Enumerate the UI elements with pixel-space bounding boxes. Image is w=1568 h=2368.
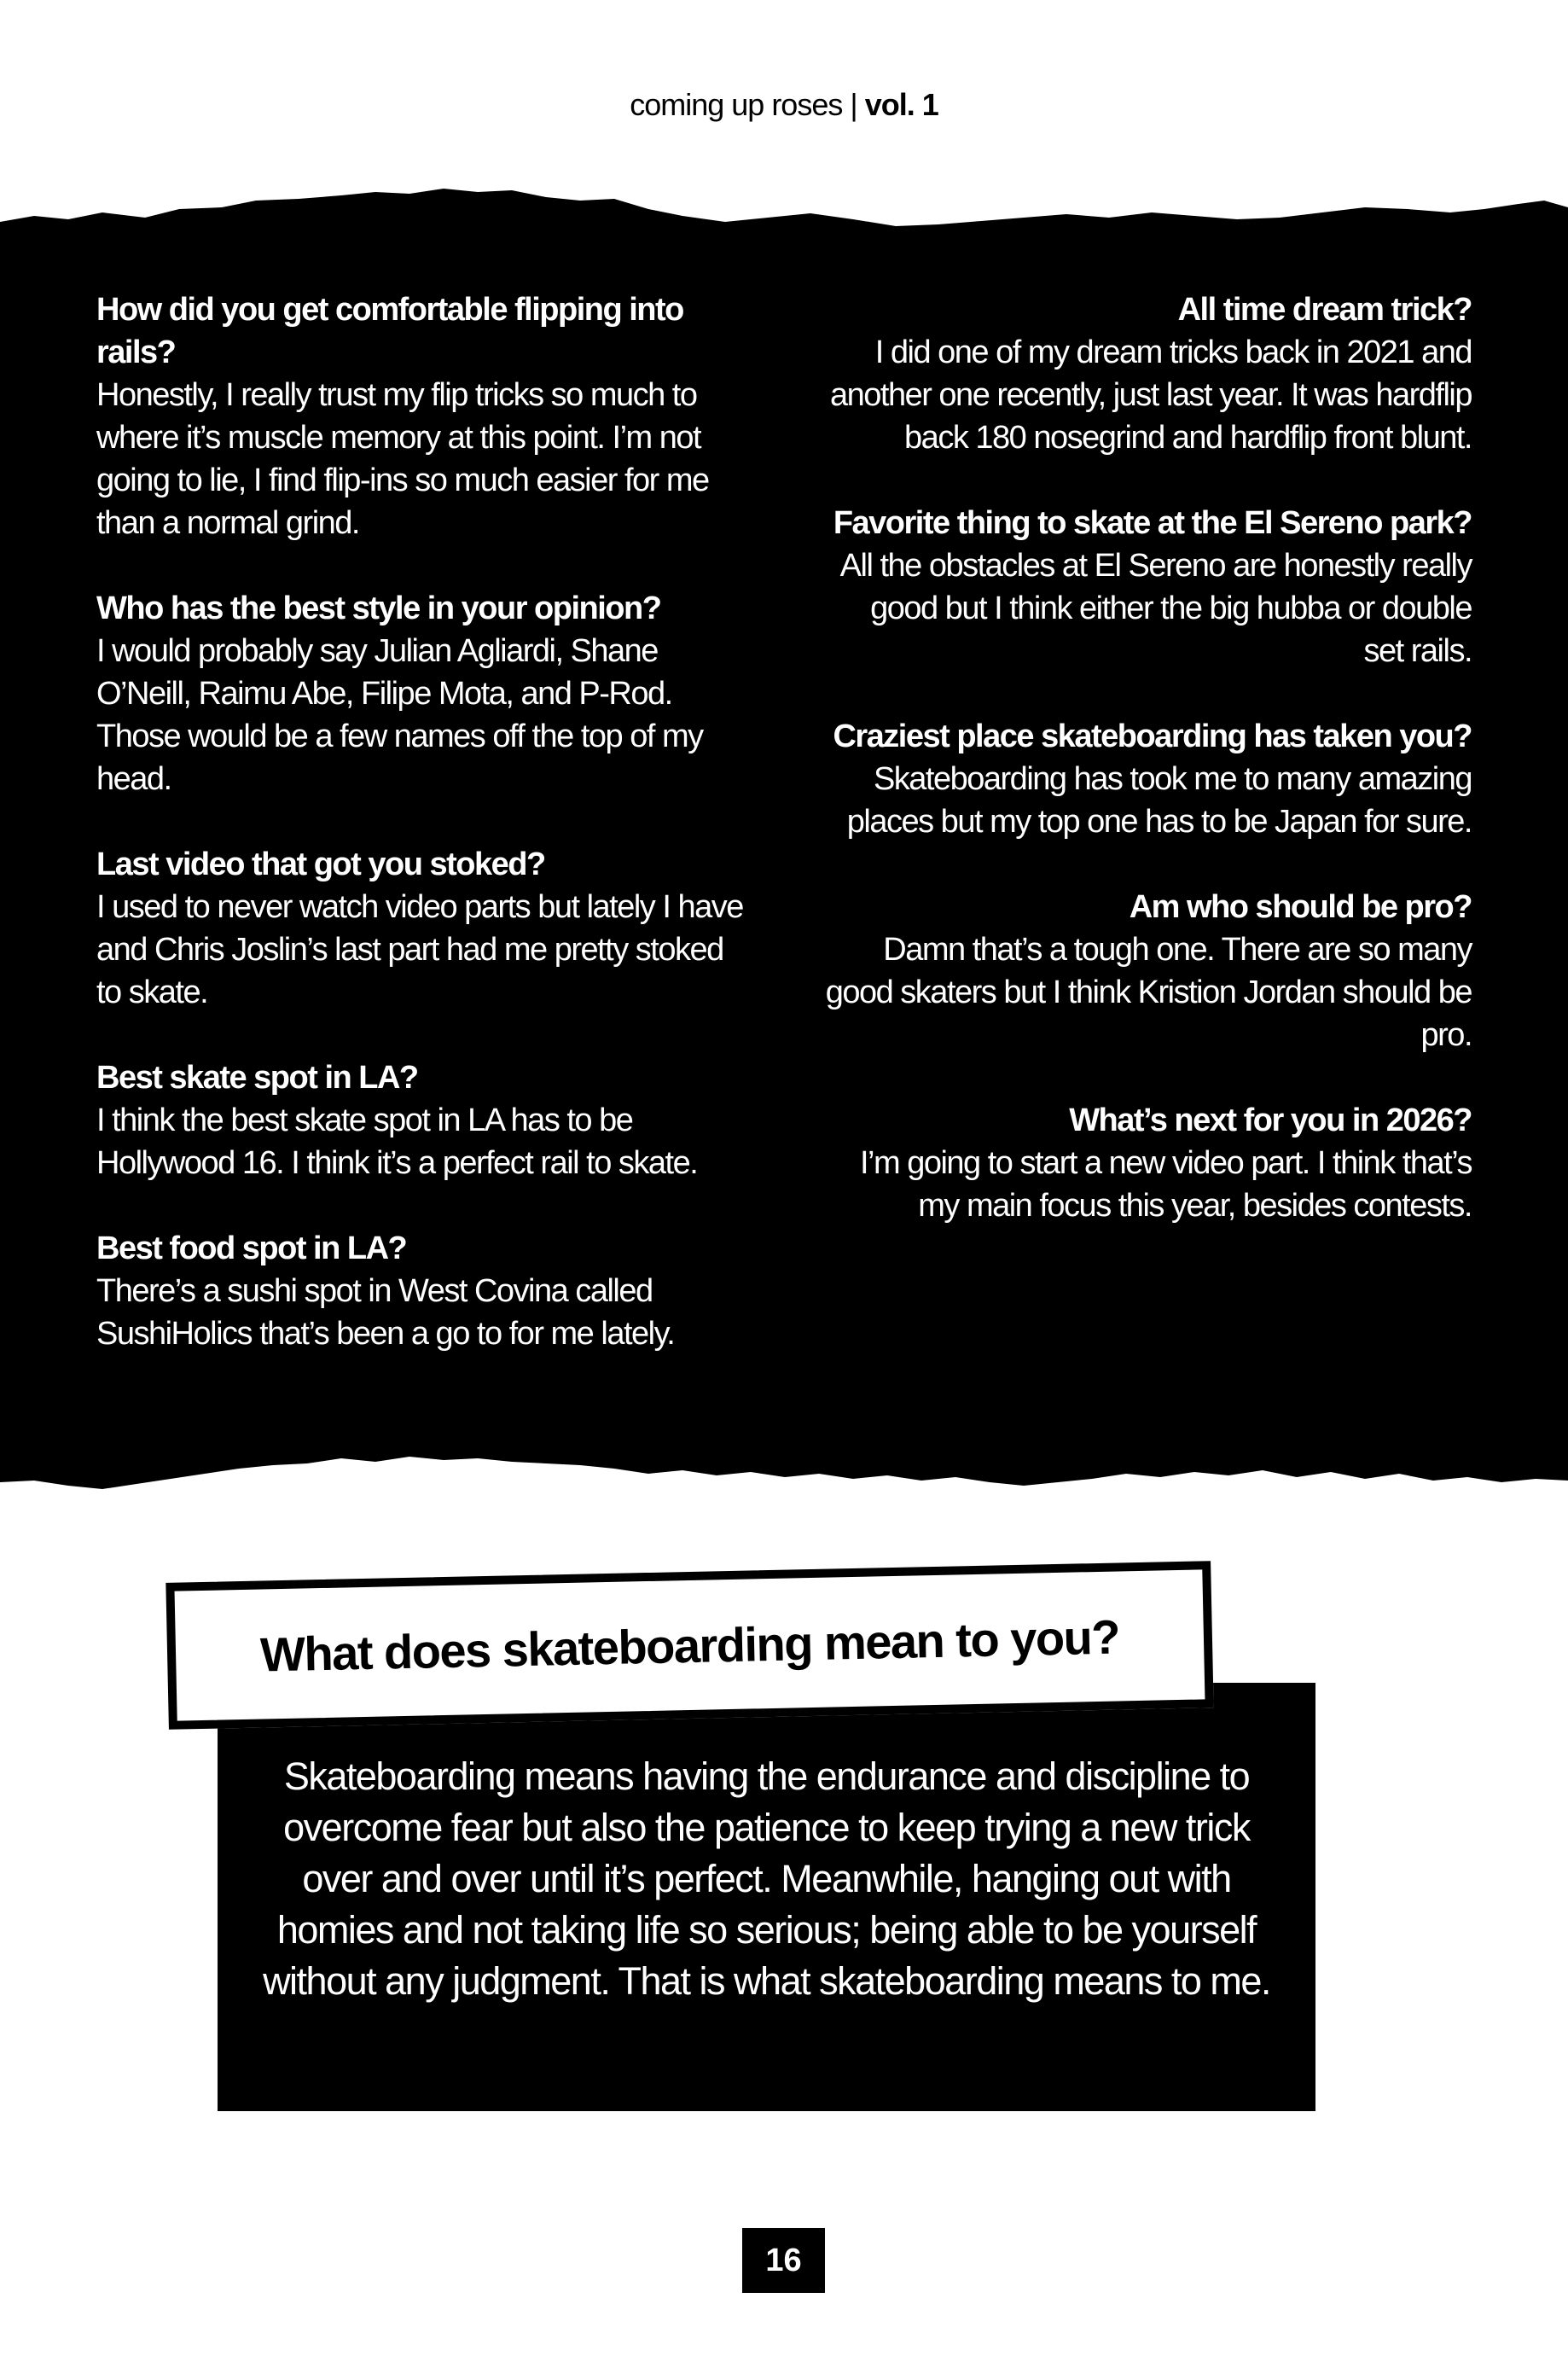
answer: Honestly, I really trust my flip tricks so much to where it’s muscle memory at this point. I’m not going to lie, I find flip-ins so much easier for me than a normal grind. bbox=[96, 377, 709, 541]
qa-item bbox=[96, 1056, 745, 1184]
answer: All the obstacles at El Sereno are honestly really good but I think either the big hubba or double set rails. bbox=[839, 548, 1472, 669]
volume-label: vol. 1 bbox=[864, 87, 938, 122]
feature-answer: Skateboarding means having the endurance and discipline to overcome fear but also the patience to keep trying a new trick over and over until it’s perfect. Meanwhile, hanging out with homies and not taking life so serious; being able to be yourself without any judgment. That is what skateboarding means to me. bbox=[263, 1754, 1270, 2003]
question: Favorite thing to skate at the El Sereno park? bbox=[833, 505, 1472, 541]
feature-title-box bbox=[166, 1561, 1213, 1730]
magazine-title: coming up roses | bbox=[630, 87, 857, 122]
question: Who has the best style in your opinion? bbox=[96, 591, 661, 626]
question: How did you get comfortable flipping into rails? bbox=[96, 292, 683, 370]
answer: Damn that’s a tough one. There are so many good skaters but I think Kristion Jordan should be pro. bbox=[825, 932, 1472, 1053]
qa-item bbox=[96, 587, 745, 800]
qa-item bbox=[96, 1227, 745, 1355]
page-header bbox=[0, 87, 1568, 123]
question: Last video that got you stoked? bbox=[96, 847, 545, 882]
qa-item bbox=[823, 886, 1472, 1056]
qa-item bbox=[823, 502, 1472, 672]
question: Craziest place skateboarding has taken you? bbox=[833, 719, 1472, 754]
answer: I’m going to start a new video part. I think that’s my main focus this year, besides contests. bbox=[860, 1145, 1472, 1224]
qa-item bbox=[823, 715, 1472, 843]
question: Best skate spot in LA? bbox=[96, 1060, 418, 1096]
feature-title: What does skateboarding mean to you? bbox=[259, 1609, 1120, 1682]
question: Am who should be pro? bbox=[1129, 889, 1472, 925]
feature-answer-box bbox=[218, 1683, 1315, 2111]
question: What’s next for you in 2026? bbox=[1069, 1103, 1472, 1138]
answer: I did one of my dream tricks back in 2021 and another one recently, just last year. It was hardflip back 180 nosegrind and hardflip front blunt. bbox=[829, 335, 1472, 456]
answer: I used to never watch video parts but lately I have and Chris Joslin’s last part had me pretty stoked to skate. bbox=[96, 889, 743, 1010]
qa-item bbox=[96, 288, 745, 544]
question: Best food spot in LA? bbox=[96, 1231, 407, 1266]
answer: I would probably say Julian Agliardi, Shane O’Neill, Raimu Abe, Filipe Mota, and P-Rod. Those would be a few names off the top of my head. bbox=[96, 633, 703, 797]
qa-item bbox=[96, 843, 745, 1014]
question: All time dream trick? bbox=[1177, 292, 1472, 328]
answer: There’s a sushi spot in West Covina called SushiHolics that’s been a go to for me lately. bbox=[96, 1273, 675, 1352]
right-qa-column bbox=[823, 288, 1472, 1270]
answer: Skateboarding has took me to many amazing places but my top one has to be Japan for sure. bbox=[846, 761, 1472, 840]
answer: I think the best skate spot in LA has to be Hollywood 16. I think it’s a perfect rail to skate. bbox=[96, 1103, 698, 1181]
page-number: 16 bbox=[742, 2228, 825, 2293]
qa-item bbox=[823, 288, 1472, 459]
left-qa-column bbox=[96, 288, 745, 1398]
qa-item bbox=[823, 1099, 1472, 1227]
